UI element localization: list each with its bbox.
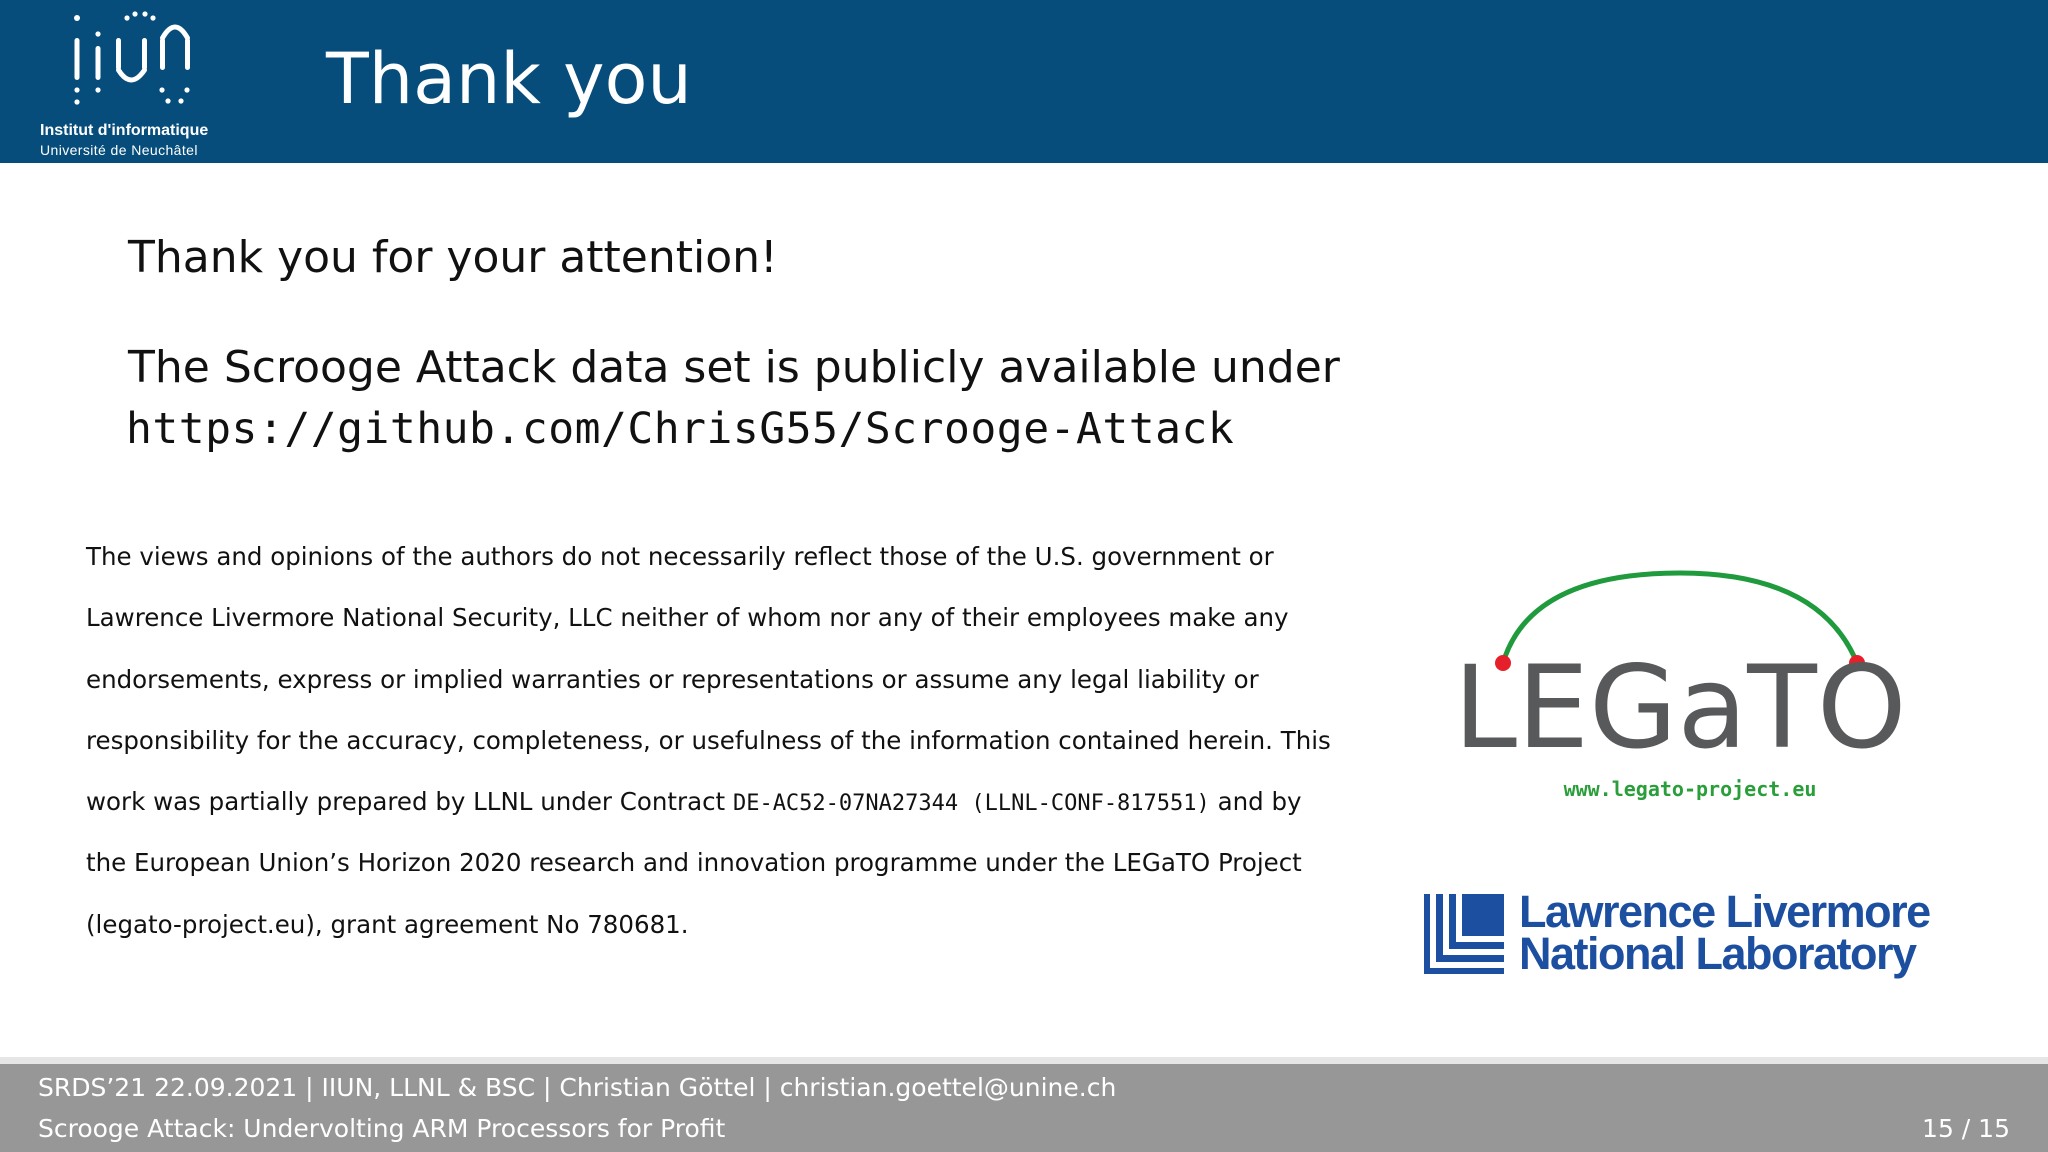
- llnl-name-line: Lawrence Livermore: [1519, 886, 1930, 937]
- iiun-dotted-logo-icon: [70, 10, 200, 110]
- slide-title: Thank you: [326, 38, 692, 120]
- logo-university-name: Université de Neuchâtel: [40, 142, 198, 158]
- disclaimer-paragraph: [86, 533, 1366, 962]
- footer-talk-title: Scrooge Attack: Undervolting ARM Processors for Profit: [38, 1114, 726, 1143]
- footer-divider: [0, 1057, 2048, 1064]
- llnl-logo: [1424, 886, 1984, 983]
- disclaimer-text: work was partially prepared by LLNL under Contract: [86, 787, 733, 817]
- dataset-url[interactable]: https://github.com/ChrisG55/Scrooge-Attack: [126, 404, 1235, 454]
- page-number: 15 / 15: [1922, 1114, 2010, 1143]
- llnl-name-line: National Laboratory: [1519, 928, 1916, 979]
- llnl-mark-icon: [1424, 894, 1504, 974]
- legato-logo: [1453, 565, 1907, 815]
- disclaimer-text: and by: [1209, 787, 1302, 817]
- legato-wordmark: LEGaTO: [1453, 641, 1907, 774]
- disclaimer-line: Lawrence Livermore National Security, LLC neither of whom nor any of their employees make any: [86, 603, 1289, 633]
- disclaimer-line: endorsements, express or implied warranties or representations or assume any legal liability or: [86, 664, 1259, 694]
- footer-conference-info: SRDS’21 22.09.2021 | IIUN, LLNL & BSC | Christian Göttel | christian.goettel@unine.ch: [38, 1073, 1117, 1102]
- slide-footer: [0, 1064, 2048, 1152]
- iiun-logo: [38, 10, 228, 162]
- contract-number: DE-AC52-07NA27344 (LLNL-CONF-817551): [732, 791, 1210, 817]
- llnl-name: [1519, 886, 1930, 979]
- slide-header: [0, 0, 2048, 163]
- dataset-intro: The Scrooge Attack data set is publicly available under: [128, 342, 1340, 393]
- disclaimer-line: The views and opinions of the authors do not necessarily reflect those of the U.S. government or: [86, 542, 1274, 571]
- disclaimer-line: the European Union’s Horizon 2020 research and innovation programme under the LEGaTO Project: [86, 848, 1302, 878]
- disclaimer-line: responsibility for the accuracy, completeness, or usefulness of the information contained herein. This: [86, 725, 1331, 755]
- disclaimer-line: [86, 778, 1366, 839]
- disclaimer-line: (legato-project.eu), grant agreement No 780681.: [86, 909, 689, 939]
- legato-url: www.legato-project.eu: [1563, 777, 1817, 801]
- legato-arc-icon: [1453, 565, 1907, 775]
- thanks-message: Thank you for your attention!: [128, 232, 778, 283]
- logo-institute-name: Institut d'informatique: [40, 122, 209, 139]
